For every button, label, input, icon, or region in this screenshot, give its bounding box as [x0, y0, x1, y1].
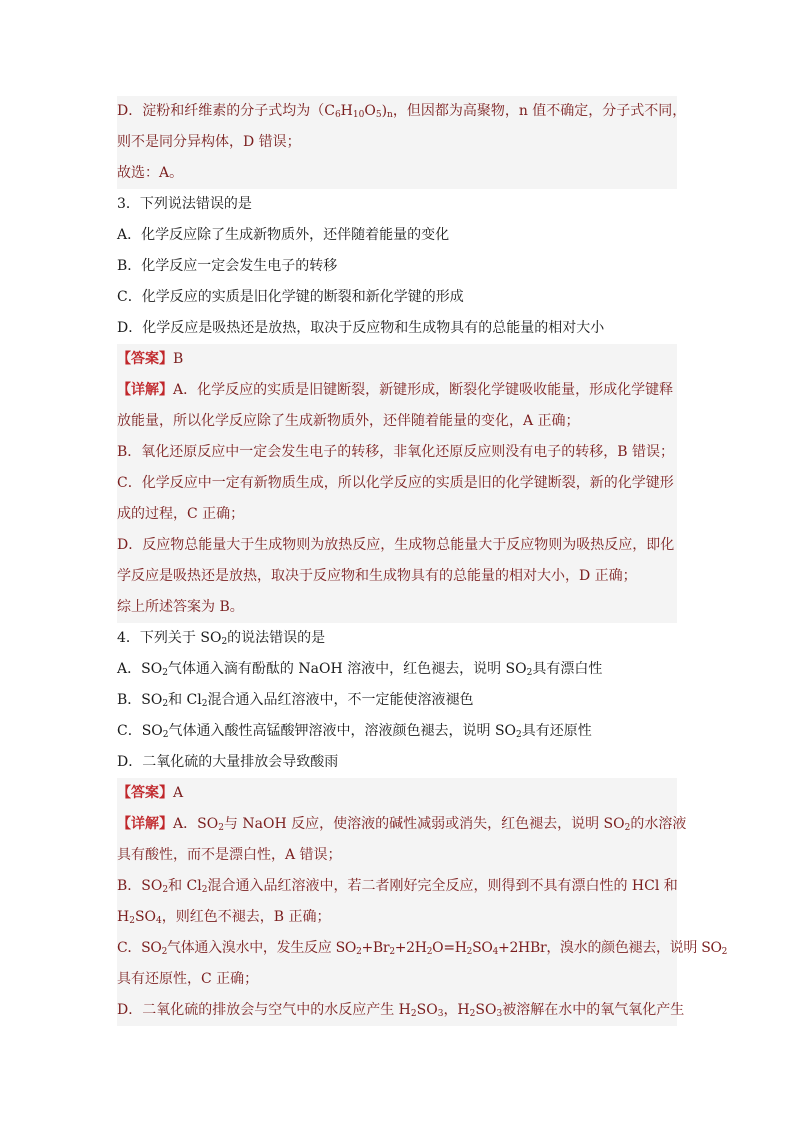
q2-detail-d-line2: 则不是同分异构体，D 错误； [117, 127, 677, 158]
document-page [117, 96, 728, 1026]
q4-stem: 4．下列关于 $SO_2$的说法错误的是 [117, 630, 326, 647]
q4-detail-line4: $H_2SO_4$，则红色不褪去，B 正确； [117, 902, 677, 933]
q4-detail-line6: 具有还原性，C 正确； [117, 964, 677, 995]
q4-detail-line2: 具有酸性，而不是漂白性，A 错误； [117, 840, 677, 871]
answer-tag: 【答案】 [117, 785, 173, 801]
q4-detail-line7: D．二氧化硫的排放会与空气中的水反应产生 $H_2SO_3$，$H_2SO_3$被溶解在水中的氧气氧化产生 [117, 995, 677, 1026]
q4-answer: 【答案】A [117, 778, 677, 809]
q4-option-c: C．$SO_2$气体通入酸性高锰酸钾溶液中，溶液颜色褪去，说明 $SO_2$具有还原性 [117, 723, 592, 740]
q2-detail-d-line1: D．淀粉和纤维素的分子式均为$(C_6H_{10}O_5)_n$，但因都为高聚物，n 值不确定，分子式不同， [117, 96, 677, 127]
q3-option-b: B．化学反应一定会发生电子的转移 [117, 258, 338, 274]
q3-option-a: A．化学反应除了生成新物质外，还伴随着能量的变化 [117, 227, 450, 243]
q3-detail-line6: D．反应物总能量大于生成物则为放热反应，生成物总能量大于反应物则为吸热反应，即化 [117, 530, 677, 561]
q3-detail-line5: 成的过程，C 正确； [117, 499, 677, 530]
q4-detail-line3: B．$SO_2$和 $Cl_2$混合通入品红溶液中，若二者刚好完全反应，则得到不具有漂白性的 HCl 和 [117, 871, 677, 902]
q3-detail-line2: 放能量，所以化学反应除了生成新物质外，还伴随着能量的变化，A 正确； [117, 406, 677, 437]
q3-option-c: C．化学反应的实质是旧化学键的断裂和新化学键的形成 [117, 289, 464, 305]
q3-detail-line1: 【详解】A．化学反应的实质是旧键断裂，新键形成，断裂化学键吸收能量，形成化学键释 [117, 375, 677, 406]
q3-answer: 【答案】B [117, 344, 677, 375]
q3-detail-line8: 综上所述答案为 B。 [117, 592, 677, 623]
q3-detail-line7: 学反应是吸热还是放热，取决于反应物和生成物具有的总能量的相对大小，D 正确； [117, 561, 677, 592]
q3-option-d: D．化学反应是吸热还是放热，取决于反应物和生成物具有的总能量的相对大小 [117, 320, 605, 336]
q2-choice: 故选：A。 [117, 158, 677, 189]
detail-tag: 【详解】 [117, 382, 173, 398]
q4-option-d: D．二氧化硫的大量排放会导致酸雨 [117, 754, 339, 770]
q3-detail-line4: C．化学反应中一定有新物质生成，所以化学反应的实质是旧的化学键断裂，新的化学键形 [117, 468, 677, 499]
q4-detail-line1: 【详解】A．$SO_2$与 NaOH 反应，使溶液的碱性减弱或消失，红色褪去，说明 $SO_2$的水溶液 [117, 809, 677, 840]
detail-tag: 【详解】 [117, 816, 173, 832]
q3-detail-line3: B．氧化还原反应中一定会发生电子的转移，非氧化还原反应则没有电子的转移，B 错误； [117, 437, 677, 468]
q3-stem: 3．下列说法错误的是 [117, 196, 252, 212]
q4-option-a: A．$SO_2$气体通入滴有酚酞的 NaOH 溶液中，红色褪去，说明 $SO_2$具有漂白性 [117, 661, 603, 678]
answer-tag: 【答案】 [117, 351, 173, 367]
q4-option-b: B．$SO_2$和 $Cl_2$混合通入品红溶液中，不一定能使溶液褪色 [117, 692, 474, 709]
q4-detail-line5: C．$SO_2$气体通入溴水中，发生反应 $SO_2+Br_2+2H_2O=H_2SO_4+2HBr$，溴水的颜色褪去，说明 $SO_2$ [117, 933, 677, 964]
